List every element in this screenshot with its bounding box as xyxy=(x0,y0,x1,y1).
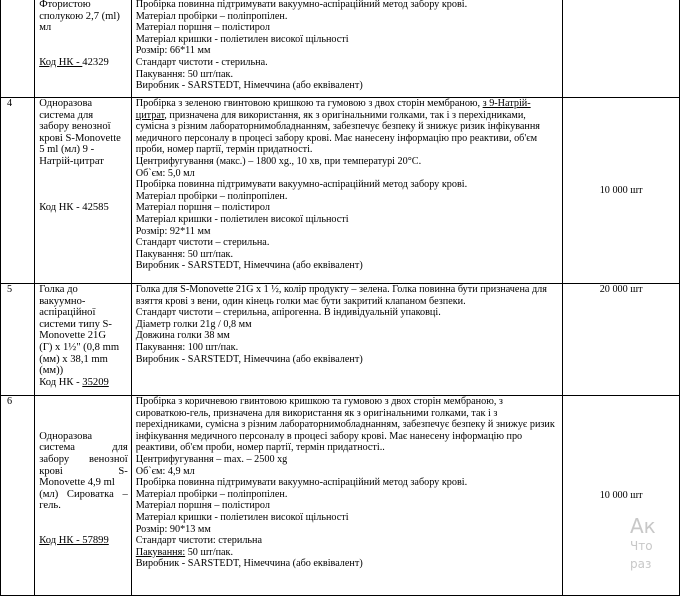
item-name-line: (мм) x 38,1 mm xyxy=(39,353,108,365)
item-name-line: сполукою 2,7 (ml) xyxy=(39,10,120,22)
desc-line: Матеріал поршня – полістирол xyxy=(135,22,270,34)
desc-line: Стандарт чистоти – стерильна. xyxy=(135,237,270,249)
desc-line: Центрифугування (макс.) – 1800 xg., 10 хв, при температурі 20°C. xyxy=(135,155,422,167)
desc-line: Центрифугування – max. – 2500 xg xyxy=(135,453,288,465)
item-name-line: Monovette 21G xyxy=(39,330,106,342)
row-number xyxy=(1,0,35,98)
desc-line: Стандарт чистоти - стерильна. xyxy=(135,56,268,68)
desc-intro: Пробірка з коричневою гвинтовою кришкою та гумовою з двох сторін мембраною, з сироваткою-гель, призначена для використання як з оригінальними голками, так і з перехідниками, сумісна з різним лабораторнимобладнанням, забезпечує безпеку й знижує ризик інфікування медичного персоналу в процесі забору крові. Має нанесену інформацію про реактиви, об'єм проби, номер партії, термін придатності.. xyxy=(135,396,555,454)
desc-line: Матеріал пробірки – поліпропілен. xyxy=(135,488,288,500)
desc-line: Пакування: 50 шт/пак. xyxy=(135,68,234,80)
item-name-cell xyxy=(35,0,132,98)
desc-line: Пробірка повинна підтримувати вакуумно-аспіраційний метод забору крові. xyxy=(135,179,468,191)
desc-line: Матеріал поршня – полістирол xyxy=(135,202,270,214)
item-quantity: 10 000 шт xyxy=(599,184,643,196)
item-name-line: (Г) x 1½" (0,8 mm xyxy=(39,341,120,353)
item-name-line: забору венозної xyxy=(39,121,111,133)
item-description-cell xyxy=(131,0,563,98)
desc-line: Довжина голки 38 мм xyxy=(135,330,230,342)
desc-line: Матеріал поршня – полістирол xyxy=(135,500,270,512)
item-code: Код НК - 57899 xyxy=(39,535,109,547)
item-name-line: аспіраційної xyxy=(39,307,96,319)
desc-line: Пробірка повинна підтримувати вакуумно-аспіраційний метод забору крові. xyxy=(135,477,468,489)
watermark-line: Ак xyxy=(630,514,656,538)
row-number: 6 xyxy=(1,396,35,596)
pack-label: Пакування: xyxy=(135,546,186,558)
item-code xyxy=(39,57,128,69)
desc-line: Виробник - SARSTEDT, Німеччина (або еквівалент) xyxy=(135,260,363,272)
desc-line: Пробірка повинна підтримувати вакуумно-аспіраційний метод забору крові. xyxy=(135,0,468,10)
code-value: 42329 xyxy=(82,56,109,68)
reagent-link-text: з 9-Натрій-цитрат xyxy=(135,98,531,121)
item-name-line: (мл) Сироватка – xyxy=(39,488,128,500)
code-label: Код НК - xyxy=(39,56,83,68)
desc-intro: Пробірка з зеленою гвинтовою кришкою та гумовою з двох сторін мембраною, з 9-Натрій-цитрат, призначена для використання, як з оригінальними голками, так і з перехідниками, сумісна з різним лабораторнимобладнанням, забезпечує безпеку й знижує ризик інфікування медичного персоналу в процесі забору крові. Має нанесену інформацію про реактиви, об'єм проби, номер партії, термін придатності. xyxy=(135,98,540,156)
desc-line: Матеріал пробірки – поліпропілен. xyxy=(135,190,288,202)
item-name-cell xyxy=(35,98,132,284)
item-quantity-cell xyxy=(563,98,680,284)
activation-watermark xyxy=(630,515,656,573)
item-name-line: крові S-Monovette xyxy=(39,132,121,144)
item-quantity xyxy=(563,0,680,98)
watermark-line: раз xyxy=(630,557,652,571)
desc-line: Об`єм: 5,0 мл xyxy=(135,167,195,179)
desc-line: Об`єм: 4,9 мл xyxy=(135,465,195,477)
item-name-line: система для xyxy=(39,109,94,121)
row-number: 4 xyxy=(1,98,35,284)
item-quantity: 20 000 шт xyxy=(563,284,680,396)
desc-line: Матеріал кришки - поліетилен високої щільності xyxy=(135,33,349,45)
item-name-line: (мм)) xyxy=(39,365,64,377)
item-name-line: Голка до xyxy=(39,284,78,295)
item-name-line: гель. xyxy=(39,500,61,512)
desc-line: Матеріал пробірки – поліпропілен. xyxy=(135,10,288,22)
desc-line: Виробник - SARSTEDT, Німеччина (або еквівалент) xyxy=(135,353,363,365)
item-name-line: вакуумно- xyxy=(39,295,86,307)
desc-line: Виробник - SARSTEDT, Німеччина (або еквівалент) xyxy=(135,558,363,570)
item-quantity: 10 000 шт xyxy=(599,489,643,501)
watermark-line: Что xyxy=(630,539,653,553)
code-value: 35209 xyxy=(82,376,109,388)
desc-intro: Голка для S-Monovette 21G x 1 ½, колір продукту – зелена. Голка повинна бути призначена для взяття крові з вени, один кінець голки має бути закритий клапаном безпеки. xyxy=(135,284,547,307)
item-name-line: Фтористою xyxy=(39,0,91,10)
desc-line: Розмір: 66*11 мм xyxy=(135,45,211,57)
table-row xyxy=(1,396,680,596)
desc-line: Стандарт чистоти: стерильна xyxy=(135,535,263,547)
desc-line xyxy=(136,547,560,559)
table-row xyxy=(1,0,680,98)
item-code: Код НК - 42585 xyxy=(39,202,109,214)
item-name-cell xyxy=(35,284,132,396)
item-description-cell xyxy=(131,98,563,284)
desc-line: Розмір: 90*13 мм xyxy=(135,523,211,535)
table-row xyxy=(1,98,680,284)
table-row xyxy=(1,284,680,396)
desc-line: Пакування: 100 шт/пак. xyxy=(135,341,239,353)
desc-line: Матеріал кришки - поліетилен високої щільності xyxy=(135,511,349,523)
desc-line: Матеріал кришки - поліетилен високої щільності xyxy=(135,213,349,225)
item-name-line: Натрій-цитрат xyxy=(39,155,104,167)
item-name-line: крові S- xyxy=(39,465,128,477)
desc-line: Розмір: 92*11 мм xyxy=(135,225,211,237)
item-name-line: Одноразова xyxy=(39,430,93,442)
item-quantity-cell xyxy=(563,396,680,596)
item-name-line: система для xyxy=(39,442,128,454)
item-name-cell xyxy=(35,396,132,596)
desc-line: Пакування: 50 шт/пак. xyxy=(135,248,234,260)
code-label: Код НК - xyxy=(39,376,83,388)
item-name-line: системи типу S- xyxy=(39,318,112,330)
pack-value: 50 шт/пак. xyxy=(185,546,234,558)
item-name-line: мл xyxy=(39,22,52,34)
desc-line: Стандарт чистоти – стерильна, апірогенна. В індивідуальній упаковці. xyxy=(135,307,441,319)
item-name-line: забору венозної xyxy=(39,453,128,465)
row-number: 5 xyxy=(1,284,35,396)
item-code xyxy=(39,377,128,389)
item-name-line: Одноразова xyxy=(39,98,93,109)
item-name-line: Monovette 4,9 ml xyxy=(39,477,115,489)
desc-line: Діаметр голки 21g / 0,8 мм xyxy=(135,318,252,330)
desc-line: Виробник - SARSTEDT, Німеччина (або еквівалент) xyxy=(135,80,363,92)
item-description-cell xyxy=(131,396,563,596)
item-description-cell xyxy=(131,284,563,396)
item-name-line: 5 ml (мл) 9 - xyxy=(39,144,95,156)
